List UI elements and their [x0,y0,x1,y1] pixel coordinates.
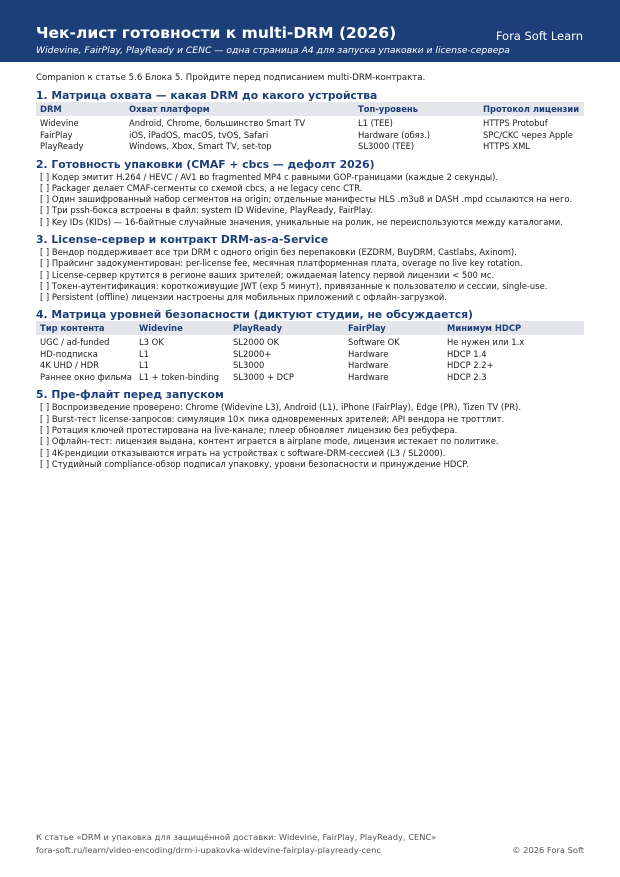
checklist-item: [ ] Persistent (offline) лицензии настроены для мобильных приложений с офлайн-загрузкой. [40,292,448,303]
checklist-item: [ ] License-сервер крутится в регионе ваших зрителей; ожидаемая latency первой лицензии < 500 мс. [40,269,495,280]
column-header: Тир контента [36,321,135,335]
checklist-item: [ ] Key IDs (KIDs) — 16-байтные случайные значения, уникальные на ролик, не переиспользуются между каталогами. [40,216,563,227]
table-cell: SPC/CKC через Apple [483,129,573,140]
table-cell: SL3000 (TEE) [358,141,415,151]
table-header-row [36,102,584,116]
table-cell: L1 (TEE) [358,118,393,128]
column-header: Топ-уровень [354,102,479,116]
packaging-checklist [36,172,584,228]
checklist-item: [ ] Воспроизведение проверено: Chrome (Widevine L3), Android (L1), iPhone (FairPlay), Edge (PR), Tizen TV (PR). [40,402,521,413]
license-server-checklist [36,247,584,303]
table-header-row [36,321,584,335]
table-cell: HDCP 2.3 [447,371,487,382]
table-row [36,141,584,153]
checklist-item: [ ] Токен-аутентификация: короткоживущие JWT (exp 5 минут), привязанные к пользователю и сессии, single-use. [40,280,548,291]
table-cell: Hardware [348,348,389,359]
checklist-item: [ ] Burst-тест license-запросов: симуляция 10× пика одновременных зрителей; API вендора не троттлит. [40,413,505,424]
table-row [36,116,584,130]
table-row [36,335,584,349]
document-title: Чек-лист готовности к multi-DRM (2026) [36,24,397,42]
page-header [0,0,620,62]
column-header: Минимум HDCP [443,321,584,335]
intro-text: Companion к статье 5.6 Блока 5. Пройдите перед подписанием multi-DRM-контракта. [36,73,426,83]
table-cell: UGC / ad-funded [40,337,110,348]
table-cell: L3 OK [139,337,164,348]
table-cell: Раннее окно фильма [40,371,132,382]
table-row [36,349,584,361]
section-4-heading: 4. Матрица уровней безопасности (диктуют студии, не обсуждается) [36,308,473,322]
table-cell: FairPlay [40,129,73,140]
table-cell: iOS, iPadOS, macOS, tvOS, Safari [129,129,269,140]
table-cell: Windows, Xbox, Smart TV, set-top [129,141,272,151]
table-cell: SL3000 [233,360,265,371]
security-level-table [36,321,584,383]
section-2-heading: 2. Готовность упаковки (CMAF + cbcs — дефолт 2026) [36,157,375,171]
table-cell: Hardware [348,371,389,382]
table-cell: L1 [139,360,149,371]
table-cell: Hardware (обяз.) [358,129,431,140]
table-cell: 4K UHD / HDR [40,360,100,371]
checklist-item: [ ] Ротация ключей протестирована на live-канале; плеер обновляет лицензию без ребуфера. [40,425,458,436]
column-header: FairPlay [344,321,443,335]
checklist-item: [ ] Три pssh-бокса встроены в файл: system ID Widevine, PlayReady, FairPlay. [40,205,373,216]
table-cell: HDCP 2.2+ [447,360,494,371]
column-header: PlayReady [229,321,344,335]
table-cell: PlayReady [40,141,84,151]
section-3-heading: 3. License-сервер и контракт DRM-as-a-Service [36,232,329,246]
column-header: Охват платформ [125,102,354,116]
document-body [36,70,584,470]
column-header: Widevine [135,321,229,335]
table-cell: SL2000+ [233,348,272,359]
table-cell: HTTPS Protobuf [483,118,548,128]
footer-article-reference: К статье «DRM и упаковка для защищённой доставки: Widevine, FairPlay, PlayReady, CENC» [36,832,437,842]
checklist-item: [ ] Офлайн-тест: лицензия выдана, контент играется в airplane mode, лицензия истекает по политике. [40,436,499,447]
document-subtitle: Widevine, FairPlay, PlayReady и CENC — одна страница A4 для запуска упаковки и license-сервера [36,45,510,56]
footer-url: fora-soft.ru/learn/video-encoding/drm-i-upakovka-widevine-fairplay-playready-cenc [36,845,381,855]
table-row [36,372,584,384]
checklist-item: [ ] Packager делает CMAF-сегменты со схемой cbcs, а не legacy cenc CTR. [40,182,363,193]
table-cell: Не нужен или 1.x [447,337,525,348]
column-header: Протокол лицензии [479,102,584,116]
checklist-item: [ ] Кодер эмитит H.264 / HEVC / AV1 во fragmented MP4 с равными GOP-границами (каждые 2 секунды). [40,171,499,182]
table-cell: HD-подписка [40,348,98,359]
drm-coverage-table [36,102,584,153]
checklist-item: [ ] Вендор поддерживает все три DRM с одного origin без перепаковки (EZDRM, BuyDRM, Castlabs, Axinom). [40,246,517,257]
section-1-heading: 1. Матрица охвата — какая DRM до какого устройства [36,89,378,102]
brand-name: Fora Soft Learn [495,29,583,43]
table-cell: SL3000 + DCP [233,371,294,382]
table-cell: L1 + token-binding [139,371,219,382]
section-5-heading: 5. Пре-флайт перед запуском [36,388,224,402]
table-cell: SL2000 OK [233,337,280,348]
table-row [36,130,584,142]
checklist-item: [ ] 4K-рендиции отказываются играть на устройствах с software-DRM-сессией (L3 / SL2000). [40,447,446,458]
page-footer [36,831,584,857]
table-cell: HDCP 1.4 [447,348,487,359]
checklist-item: [ ] Студийный compliance-обзор подписал упаковку, уровни безопасности и принуждение HDCP. [40,458,469,469]
table-cell: HTTPS XML [483,141,531,151]
table-cell: Software OK [348,337,400,348]
table-cell: Android, Chrome, большинство Smart TV [129,118,306,128]
table-cell: Widevine [40,118,79,128]
table-cell: L1 [139,348,149,359]
table-row [36,360,584,372]
checklist-item: [ ] Прайсинг задокументирован: per-license fee, месячная платформенная плата, overage по live key rotation. [40,258,523,269]
preflight-checklist [36,402,584,470]
footer-copyright: © 2026 Fora Soft [512,845,584,855]
table-cell: Hardware [348,360,389,371]
column-header: DRM [36,102,125,116]
checklist-item: [ ] Один зашифрованный набор сегментов на origin; отдельные манифесты HLS .m3u8 и DASH .mpd ссылаются на него. [40,194,573,205]
